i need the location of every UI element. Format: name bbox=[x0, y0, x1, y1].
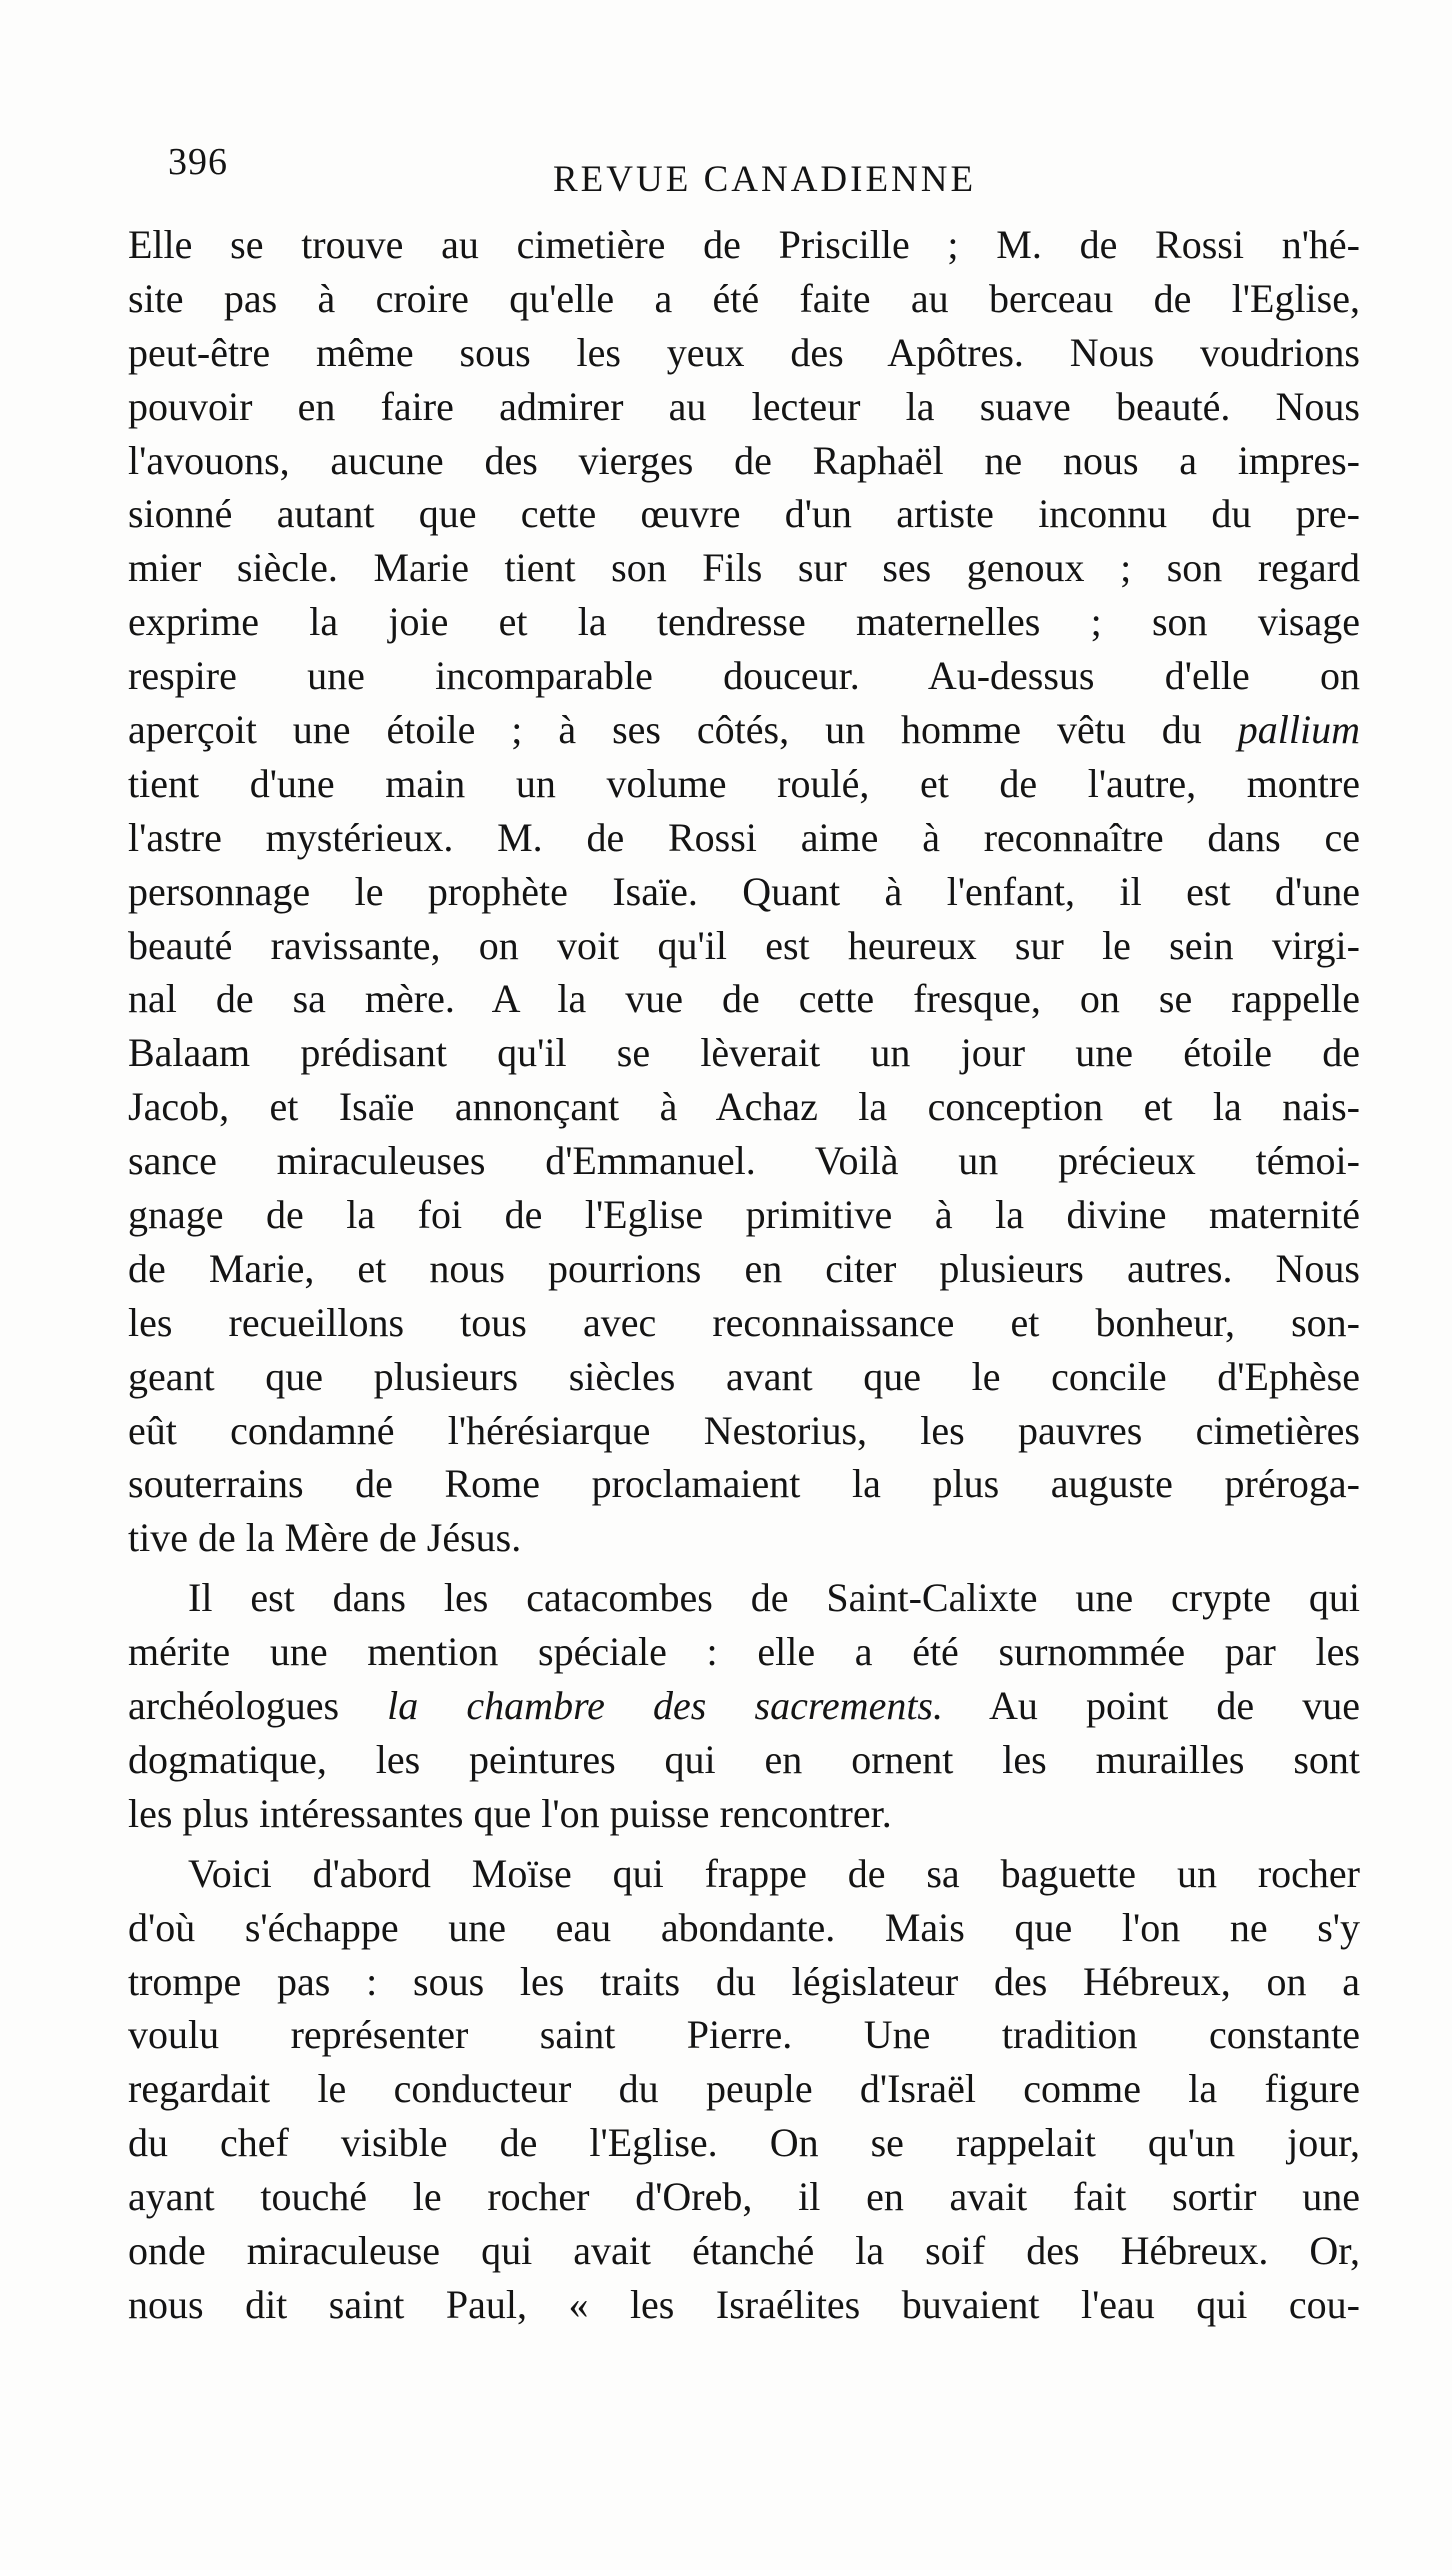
text-line: Voici d'abord Moïse qui frappe de sa baguette un rocher bbox=[188, 1850, 1360, 1896]
paragraph-2 bbox=[128, 1571, 1360, 1840]
text-line: respire une incomparable douceur. Au-dessus d'elle on bbox=[128, 653, 1360, 699]
text-line: souterrains de Rome proclamaient la plus auguste préroga- bbox=[128, 1461, 1360, 1507]
text-line: l'astre mystérieux. M. de Rossi aime à reconnaître dans ce bbox=[128, 814, 1360, 860]
text-line: eût condamné l'hérésiarque Nestorius, les pauvres cimetières bbox=[128, 1407, 1360, 1453]
text-line: Il est dans les catacombes de Saint-Calixte une crypte qui bbox=[188, 1575, 1360, 1621]
italic-word: pallium bbox=[1237, 707, 1360, 753]
text-line: ayant touché le rocher d'Oreb, il en avait fait sortir une bbox=[128, 2174, 1360, 2220]
running-head bbox=[168, 140, 1358, 200]
text-line: sance miraculeuses d'Emmanuel. Voilà un précieux témoi- bbox=[128, 1138, 1360, 1184]
text-line: d'où s'échappe une eau abondante. Mais que l'on ne s'y bbox=[128, 1904, 1360, 1950]
text-line: exprime la joie et la tendresse maternelles ; son visage bbox=[128, 599, 1360, 645]
text-line: peut-être même sous les yeux des Apôtres. Nous voudrions bbox=[128, 329, 1360, 375]
text-line: voulu représenter saint Pierre. Une tradition constante bbox=[128, 2012, 1360, 2058]
text-line: gnage de la foi de l'Eglise primitive à la divine maternité bbox=[128, 1192, 1360, 1238]
text-line: mier siècle. Marie tient son Fils sur ses genoux ; son regard bbox=[128, 545, 1360, 591]
text-line: les recueillons tous avec reconnaissance et bonheur, son- bbox=[128, 1299, 1360, 1345]
text-line: l'avouons, aucune des vierges de Raphaël ne nous a impres- bbox=[128, 437, 1360, 483]
text-line: beauté ravissante, on voit qu'il est heureux sur le sein virgi- bbox=[128, 922, 1360, 968]
text-line: nal de sa mère. A la vue de cette fresque, on se rappelle bbox=[128, 976, 1360, 1022]
text-line: du chef visible de l'Eglise. On se rappelait qu'un jour, bbox=[128, 2120, 1360, 2166]
italic-phrase: la chambre des sacrements. bbox=[387, 1683, 943, 1729]
text-line: regardait le conducteur du peuple d'Israël comme la figure bbox=[128, 2066, 1360, 2112]
paragraph-3 bbox=[128, 1847, 1360, 2332]
text-line: site pas à croire qu'elle a été faite au berceau de l'Eglise, bbox=[128, 275, 1360, 321]
text-segment: aperçoit une étoile ; à ses côtés, un homme vêtu du bbox=[128, 707, 1238, 753]
text-line: Elle se trouve au cimetière de Priscille ; M. de Rossi n'hé- bbox=[128, 222, 1360, 267]
text-line: pouvoir en faire admirer au lecteur la suave beauté. Nous bbox=[128, 383, 1360, 429]
text-line: onde miraculeuse qui avait étanché la soif des Hébreux. Or, bbox=[128, 2227, 1360, 2273]
page-number: 396 bbox=[168, 141, 228, 183]
text-segment: Au point de vue bbox=[943, 1683, 1360, 1729]
text-line: Jacob, et Isaïe annonçant à Achaz la conception et la nais- bbox=[128, 1084, 1360, 1130]
text-line: dogmatique, les peintures qui en ornent les murailles sont bbox=[128, 1736, 1360, 1782]
paragraph-1 bbox=[128, 218, 1360, 1565]
text-line: sionné autant que cette œuvre d'un artiste inconnu du pre- bbox=[128, 491, 1360, 537]
text-line: personnage le prophète Isaïe. Quant à l'enfant, il est d'une bbox=[128, 868, 1360, 914]
body-text bbox=[128, 218, 1360, 2332]
text-line: tive de la Mère de Jésus. bbox=[128, 1515, 522, 1561]
text-line: les plus intéressantes que l'on puisse rencontrer. bbox=[128, 1790, 892, 1836]
text-line: de Marie, et nous pourrions en citer plusieurs autres. Nous bbox=[128, 1245, 1360, 1291]
text-line: nous dit saint Paul, « les Israélites buvaient l'eau qui cou- bbox=[128, 2281, 1360, 2327]
text-line: tient d'une main un volume roulé, et de l'autre, montre bbox=[128, 760, 1360, 806]
text-line: mérite une mention spéciale : elle a été surnommée par les bbox=[128, 1629, 1360, 1675]
text-line-with-italic bbox=[128, 1679, 1360, 1733]
text-line: geant que plusieurs siècles avant que le concile d'Ephèse bbox=[128, 1353, 1360, 1399]
text-line-with-italic bbox=[128, 703, 1360, 757]
text-line: trompe pas : sous les traits du législateur des Hébreux, on a bbox=[128, 1958, 1360, 2004]
journal-title: REVUE CANADIENNE bbox=[553, 159, 977, 200]
text-segment: archéologues bbox=[128, 1683, 388, 1729]
text-line: Balaam prédisant qu'il se lèverait un jour une étoile de bbox=[128, 1030, 1360, 1076]
